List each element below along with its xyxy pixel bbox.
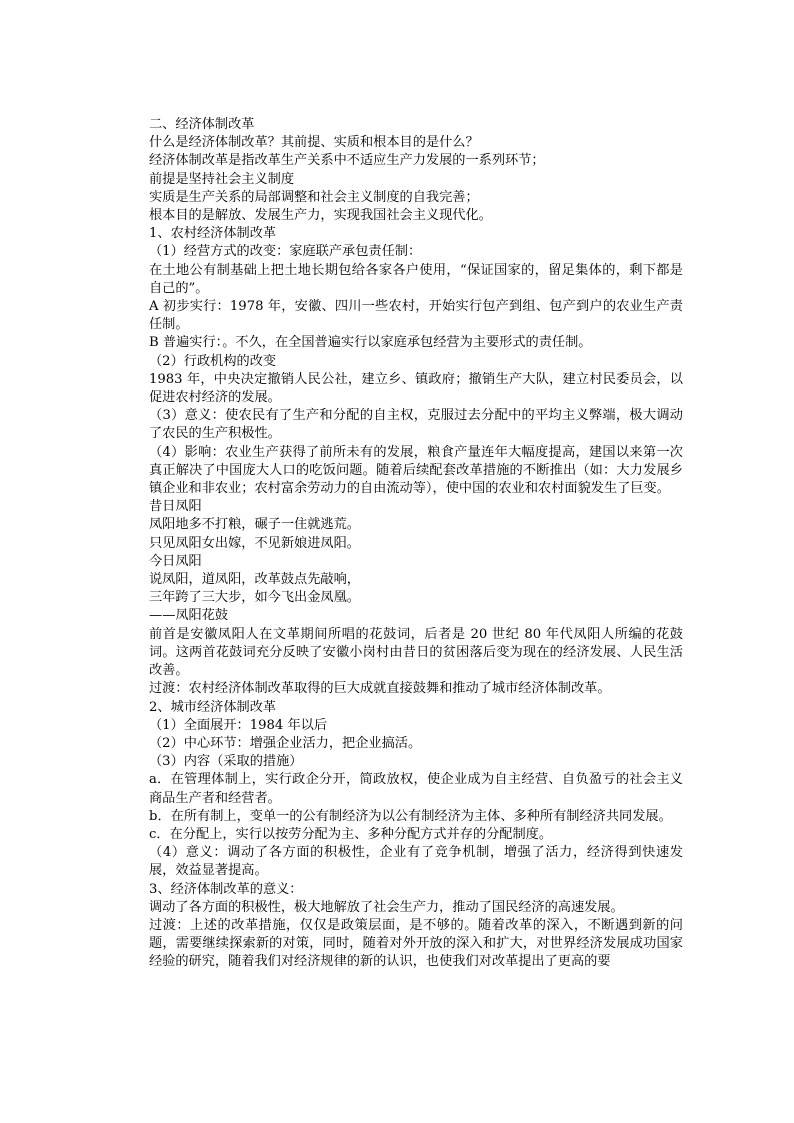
point-administrative-change: （2）行政机构的改变 xyxy=(149,353,277,369)
premise-line: 前提是坚持社会主义制度 xyxy=(149,171,295,187)
point-significance: （3）意义：使农民有了生产和分配的自主权，克服过去分配中的平均主义弊端，极大调动了农民的生产积极性。 xyxy=(149,408,683,442)
transition-line: 过渡：农村经济体制改革取得的巨大成就直接鼓舞和推动了城市经济体制改革。 xyxy=(149,681,611,697)
poem-source: ——凤阳花鼓 xyxy=(149,608,229,624)
subheading-rural-reform: 1、农村经济体制改革 xyxy=(149,226,277,242)
document-body xyxy=(149,116,683,972)
item-distribution: c．在分配上，实行以按劳分配为主、多种分配方式并存的分配制度。 xyxy=(149,826,553,842)
paragraph-land-contract: 在土地公有制基础上把土地长期包给各家各户使用，“保证国家的，留足集体的，剩下都是自己的”。 xyxy=(149,262,683,296)
poem-line: 凤阳地多不打粮，碾子一住就逃荒。 xyxy=(149,517,360,533)
poem-title-past: 昔日凤阳 xyxy=(149,499,202,515)
paragraph-reform-significance: 调动了各方面的积极性，极大地解放了社会生产力，推动了国民经济的高速发展。 xyxy=(149,899,624,915)
point-central-link: （2）中心环节：增强企业活力，把企业搞活。 xyxy=(149,735,422,751)
item-ownership: b．在所有制上，变单一的公有制经济为以公有制经济为主体、多种所有制经济共同发展。 xyxy=(149,808,672,824)
poem-line: 说凤阳，道凤阳，改革鼓点先敲响， xyxy=(149,572,360,588)
point-urban-significance: （4）意义：调动了各方面的积极性，企业有了竞争机制，增强了活力，经济得到快速发展，效益显著提高。 xyxy=(149,845,683,879)
point-content: （3）内容（采取的措施） xyxy=(149,754,303,770)
point-impact: （4）影响：农业生产获得了前所未有的发展，粮食产量连年大幅度提高，建国以来第一次真正解决了中国庞大人口的吃饭问题。随着后续配套改革措施的不断推出（如：大力发展乡镇企业和非农业；农村富余劳动力的自由流动等），使中国的农业和农村面貌发生了巨变。 xyxy=(149,444,683,497)
paragraph-1983-reform: 1983 年，中央决定撤销人民公社，建立乡、镇政府；撤销生产大队，建立村民委员会，以促进农村经济的发展。 xyxy=(149,371,683,406)
poem-line: 只见凤阳女出嫁，不见新娘进凤阳。 xyxy=(149,535,360,551)
transition-paragraph: 过渡：上述的改革措施，仅仅是政策层面，是不够的。随着改革的深入，不断遇到新的问题，需要继续探索新的对策，同时，随着对外开放的深入和扩大，对世界经济发展成功国家经验的研究，随着我们对经济规律的新的认识，也使我们对改革提出了更高的要 xyxy=(149,917,683,970)
subheading-urban-reform: 2、城市经济体制改革 xyxy=(149,699,277,715)
definition-line: 经济体制改革是指改革生产关系中不适应生产力发展的一系列环节； xyxy=(149,153,545,169)
paragraph-general-implementation: B 普遍实行：。不久，在全国普遍实行以家庭承包经营为主要形式的责任制。 xyxy=(149,335,592,351)
poem-title-present: 今日凤阳 xyxy=(149,553,202,569)
section-heading: 二、经济体制改革 xyxy=(149,117,255,132)
question-line: 什么是经济体制改革？其前提、实质和根本目的是什么？ xyxy=(149,135,479,151)
paragraph-poem-analysis: 前首是安徽凤阳人在文革期间所唱的花鼓词，后者是 20 世纪 80 年代凤阳人所编的花鼓词。这两首花鼓词充分反映了安徽小岗村由昔日的贫困落后变为现在的经济发展、人民生活改善。 xyxy=(149,626,683,679)
poem-line: 三年跨了三大步，如今飞出金凤凰。 xyxy=(149,590,360,606)
point-operation-mode: （1）经营方式的改变：家庭联产承包责任制： xyxy=(149,244,422,260)
subheading-reform-significance: 3、经济体制改革的意义： xyxy=(149,881,303,897)
purpose-line: 根本目的是解放、发展生产力，实现我国社会主义现代化。 xyxy=(149,208,492,224)
essence-line: 实质是生产关系的局部调整和社会主义制度的自我完善； xyxy=(149,189,479,205)
paragraph-initial-implementation: A 初步实行：1978 年，安徽、四川一些农村，开始实行包产到组、包产到户的农业生产责任制。 xyxy=(149,299,683,333)
point-full-launch: （1）全面展开：1984 年以后 xyxy=(149,717,328,733)
item-management-system: a．在管理体制上，实行政企分开，简政放权，使企业成为自主经营、自负盈亏的社会主义商品生产者和经营者。 xyxy=(149,772,683,806)
